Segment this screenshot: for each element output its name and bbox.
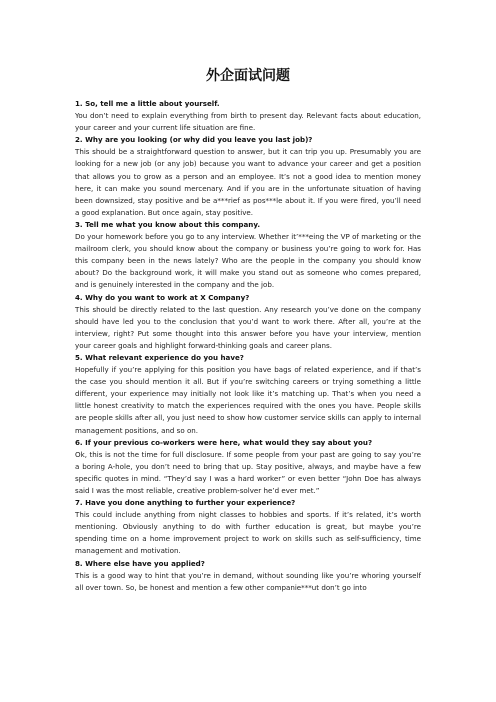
answer-paragraph: You don’t need to explain everything from birth to present day. Relevant facts about education, your career and your current life situation are fine. (75, 111, 421, 133)
document-title: 外企面试问题 (206, 68, 290, 84)
answer-paragraph: Ok, this is not the time for full disclosure. If some people from your past are going to say you’re a boring A-hole, you don’t need to bring that up. Stay positive, always, and maybe have a few specific quotes in mind. “They’d say I was a hard worker” or even better “John Doe has always said I was the most reliable, creative problem-solver he’d ever met.” (75, 449, 421, 495)
answer-paragraph: This should be a straightforward question to answer, but it can trip you up. Presumably you are looking for a new job (or any job) because you want to advance your career and get a position that allows you to grow as a person and an employee. It’s not a good idea to mention money here, it can make you sound mercenary. And if you are in the unfortunate situation of having been downsized, stay positive and be a***rief as pos***le about it. If you were fired, you’ll need a good explanation. But once again, stay positive. (75, 147, 421, 217)
question-heading: 2. Why are you looking (or why did you leave you last job)? (75, 135, 313, 145)
answer-paragraph: Do your homework before you go to any interview. Whether it’***eing the VP of marketing or the mailroom clerk, you should know about the company or business you’re going to work for. Has this company been in the news lately? Who are the people in the company you should know about? Do the background work, it will make you stand out as someone who comes prepared, and is genuinely interested in the company and the job. (75, 232, 421, 290)
answer-paragraph: This should be directly related to the last question. Any research you’ve done on the company should have led you to the conclusion that you’d want to work there. After all, you’re at the interview, right? Put some thought into this answer before you have your interview, mention your career goals and highlight forward-thinking goals and career plans. (75, 304, 421, 350)
question-heading: 1. So, tell me a little about yourself. (75, 99, 220, 108)
question-heading: 6. If your previous co-workers were here, what would they say about you? (75, 437, 373, 447)
question-heading: 8. Where else have you applied? (75, 558, 205, 568)
question-heading: 3. Tell me what you know about this company. (75, 219, 261, 229)
answer-paragraph: Hopefully if you’re applying for this position you have bags of related experience, and if that’s the case you should mention it all. But if you’re switching careers or trying something a little different, your experience may initially not look like it’s matching up. That’s when you need a little honest creativity to match the experiences required with the ones you have. People skills are people skills after all, you just need to show how customer service skills can apply to internal management positions, and so on. (75, 365, 421, 435)
answer-paragraph: This could include anything from night classes to hobbies and sports. If it’s related, it’s worth mentioning. Obviously anything to do with further education is great, but maybe you’re spending time on a home improvement project to work on skills such as self-sufficiency, time management and motivation. (75, 510, 421, 556)
answer-paragraph: This is a good way to hint that you’re in demand, without sounding like you’re whoring yourself all over town. So, be honest and mention a few other companie***ut don’t go into (75, 570, 421, 592)
question-heading: 5. What relevant experience do you have? (75, 352, 244, 362)
question-heading: 7. Have you done anything to further your experience? (75, 498, 296, 508)
document-body (75, 98, 421, 594)
question-heading: 4. Why do you want to work at X Company? (75, 292, 250, 302)
